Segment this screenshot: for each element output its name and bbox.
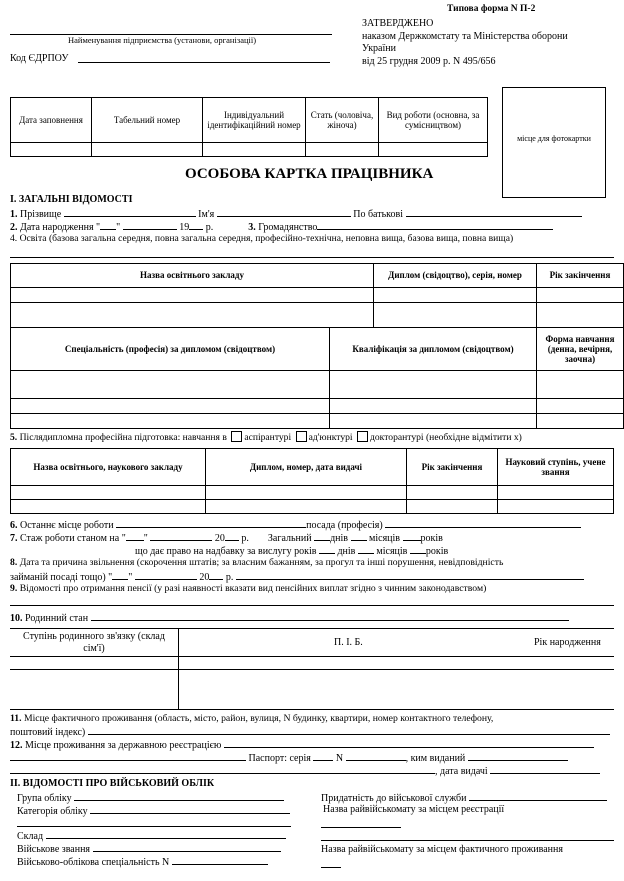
f2-num: 2. (10, 222, 18, 233)
row-pension (10, 583, 486, 594)
last-job-label: Останнє місце роботи (20, 520, 114, 531)
postgrad-header-degree: Науковий ступінь, учене звання (498, 449, 614, 486)
rank-label: Військове звання (17, 844, 91, 855)
category-cont-field[interactable] (17, 826, 291, 827)
work-type-cell[interactable] (379, 142, 488, 156)
dismissal-year-prefix: 20 (199, 572, 210, 583)
edu-cell[interactable] (537, 302, 624, 328)
tab-number-cell[interactable] (92, 142, 203, 156)
seniority-year-field[interactable] (225, 531, 239, 541)
issue-date-field[interactable] (490, 764, 600, 774)
birth-label: Дата народження " (20, 222, 101, 233)
citizenship-label: Громадянство (258, 222, 318, 233)
header-fill-date: Дата заповнення (11, 98, 92, 143)
header-gender: Стать (чоловіча, жіноча) (306, 98, 379, 143)
postgrad-header-year: Рік закінчення (407, 449, 498, 486)
adjunktura-label: ад'юнктурі (308, 432, 353, 443)
header-tab-number: Табельний номер (92, 98, 203, 143)
row-family (10, 611, 569, 624)
birth-year-suffix: р. (205, 222, 214, 233)
edu-cell[interactable] (330, 371, 537, 399)
education-field[interactable] (10, 257, 614, 258)
row-bonus-seniority (135, 544, 448, 557)
pension-field[interactable] (10, 605, 614, 606)
family-status-field[interactable] (91, 611, 569, 621)
edu-cell[interactable] (537, 413, 624, 428)
f5-num: 5. (10, 432, 18, 443)
birth-year-field[interactable] (189, 220, 203, 230)
f8-num: 8. (10, 557, 18, 568)
category-label: Категорія обліку (17, 806, 88, 817)
rvk-reg-cont-field[interactable] (321, 840, 614, 841)
row-actual-address-2 (10, 725, 610, 738)
actual-address-label: Місце фактичного проживання (область, місто, район, вулиця, N будинку, квартири, номер контактного телефону, (24, 713, 494, 724)
total-days-field[interactable] (314, 531, 330, 541)
birth-day-field[interactable] (100, 220, 116, 230)
postgrad-cell[interactable] (11, 499, 206, 513)
aspirantura-label: аспірантурі (244, 432, 292, 443)
f9-num: 9. (10, 583, 18, 594)
edu-header-study-form: Форма навчання (денна, вечірня, заочна) (537, 328, 624, 371)
years-label: років (420, 533, 443, 544)
row-reg-address (10, 738, 594, 751)
reg-address-label: Місце проживання за державною реєстрацією (25, 740, 222, 751)
postgrad-cell[interactable] (407, 485, 498, 499)
postgrad-cell[interactable] (206, 485, 407, 499)
f12-num: 12. (10, 740, 23, 751)
photo-label: місце для фотокартки (517, 134, 591, 143)
family-label: Родинний стан (25, 613, 89, 624)
dismissal-r: р. (225, 572, 234, 583)
bonus-years-label: років (425, 546, 449, 557)
rvk-reg-field[interactable] (321, 827, 401, 828)
f7-num: 7. (10, 533, 18, 544)
row-education (10, 233, 513, 244)
edrpou-label: Код ЄДРПОУ (10, 53, 69, 64)
approved-line-1: наказом Держкомстату та Міністерства оборони (362, 31, 568, 42)
staff-field[interactable] (46, 829, 286, 839)
dismissal-reason-field[interactable] (236, 570, 584, 580)
rvk-actual-field[interactable] (321, 867, 341, 868)
education-label: 4. Освіта (базова загальна середня, повна загальна середня, професійно-технічна, неповна вища, базова вища, повна вища) (10, 233, 514, 244)
surname-label: Прізвище (20, 209, 62, 220)
education-table (10, 263, 624, 429)
seniority-month-field[interactable] (150, 531, 212, 541)
pension-label: Відомості про отримання пенсії (у разі наявності вказати вид пенсійних виплат згідно з чинним законодавством) (19, 583, 487, 594)
dismissal-day-field[interactable] (112, 570, 128, 580)
edu-header-qualification: Кваліфікація за дипломом (свідоцтвом) (330, 328, 537, 371)
f3-num: 3. (248, 222, 256, 233)
edu-header-year: Рік закінчення (537, 264, 624, 288)
org-caption: Найменування підприємства (установи, організації) (68, 35, 257, 45)
row-postgrad (10, 431, 522, 443)
position-field[interactable] (385, 518, 581, 528)
edu-cell[interactable] (11, 287, 374, 302)
fill-date-cell[interactable] (11, 142, 92, 156)
reg-address-field[interactable] (224, 738, 594, 748)
row-military-rank (17, 842, 281, 855)
edu-header-specialty: Спеціальність (професія) за дипломом (свідоцтвом) (11, 328, 330, 371)
row-military-staff (17, 829, 286, 842)
approved-line-2: України (362, 43, 396, 54)
postgrad-cell[interactable] (206, 499, 407, 513)
surname-field[interactable] (64, 207, 196, 217)
edu-header-institution: Назва освітнього закладу (11, 264, 374, 288)
passport-number-field[interactable] (346, 751, 406, 761)
row-military-group (17, 791, 284, 804)
dismissal-month-field[interactable] (135, 570, 197, 580)
section1-title: І. ЗАГАЛЬНІ ВІДОМОСТІ (10, 194, 133, 205)
f6-num: 6. (10, 520, 18, 531)
actual-address-label-2: поштовий індекс) (10, 727, 86, 738)
aspirantura-checkbox[interactable] (231, 431, 242, 442)
bonus-days-field[interactable] (319, 544, 335, 554)
birth-year-prefix: 19 (179, 222, 190, 233)
f10-num: 10. (10, 613, 23, 624)
postgrad-cell[interactable] (11, 485, 206, 499)
row-names (10, 207, 582, 220)
citizenship-field[interactable] (317, 220, 553, 230)
postgrad-header-institution: Назва освітнього, наукового закладу (11, 449, 206, 486)
row-issue-date (10, 764, 600, 777)
row-passport (10, 751, 568, 764)
header-tax-id: Індивідуальний ідентифікаційний номер (203, 98, 306, 143)
patronymic-label: По батькові (353, 209, 404, 220)
bonus-months-label: місяців (376, 546, 408, 557)
dismissal-quote: " (128, 572, 133, 583)
months-label: місяців (369, 533, 401, 544)
seniority-r: р. (241, 533, 249, 544)
edu-cell[interactable] (374, 287, 537, 302)
postgrad-cell[interactable] (498, 485, 614, 499)
family-header-relation: Ступінь родинного зв'язку (склад сім'ї) (23, 631, 165, 654)
family-header-name: П. І. Б. (334, 637, 363, 648)
approved-line-3: від 25 грудня 2009 р. N 495/656 (362, 56, 496, 67)
issued-by-field[interactable] (468, 751, 568, 761)
bonus-months-field[interactable] (358, 544, 374, 554)
bonus-years-field[interactable] (410, 544, 426, 554)
f11-num: 11. (10, 713, 22, 724)
header-work-type: Вид роботи (основна, за сумісництвом) (379, 98, 488, 143)
page-title: ОСОБОВА КАРТКА ПРАЦІВНИКА (185, 166, 434, 182)
row-military-category (17, 804, 290, 817)
doktorantura-label: докторантурі (необхідне відмітити х) (370, 432, 522, 443)
issue-date-label: , дата видачі (435, 766, 488, 777)
postgrad-label: Післядипломна професійна підготовка: навчання в (19, 432, 227, 443)
group-field[interactable] (74, 791, 284, 801)
issued-by-cont-field[interactable] (10, 764, 435, 774)
edrpou-field[interactable] (78, 62, 330, 63)
row-rvk-actual (321, 844, 563, 855)
position-label: посада (професія) (306, 520, 383, 531)
edu-cell[interactable] (11, 302, 374, 328)
edu-cell[interactable] (11, 371, 330, 399)
passport-n-label: N (335, 753, 344, 764)
section2-title: ІІ. ВІДОМОСТІ ПРО ВІЙСЬКОВИЙ ОБЛІК (10, 778, 215, 789)
actual-address-field[interactable] (88, 725, 610, 735)
form-type: Типова форма N П-2 (447, 4, 536, 14)
rvk-reg-label: Назва райвійськомату за місцем реєстрації (323, 804, 505, 815)
rank-field[interactable] (93, 842, 281, 852)
bonus-days-label: днів (337, 546, 356, 557)
row-birth (10, 220, 553, 233)
seniority-quote: " (143, 533, 148, 544)
reg-address-cont-field[interactable] (10, 751, 246, 761)
total-label: Загальний (267, 533, 312, 544)
row-seniority (10, 531, 443, 544)
seniority-year-prefix: 20 (214, 533, 225, 544)
edu-header-diploma: Диплом (свідоцтво), серія, номер (374, 264, 537, 288)
tax-id-cell[interactable] (203, 142, 306, 156)
birth-month-field[interactable] (123, 220, 177, 230)
photo-placeholder[interactable] (502, 87, 606, 198)
fitness-label: Придатність до військової служби (321, 793, 467, 804)
edu-cell[interactable] (537, 398, 624, 413)
rvk-actual-label: Назва райвійськомату за місцем фактичного проживання (321, 844, 563, 855)
fitness-field[interactable] (469, 791, 607, 801)
row-actual-address (10, 713, 493, 724)
dismissal-label-2: займаній посаді тощо) " (10, 572, 113, 583)
name-label: Ім'я (198, 209, 215, 220)
dismissal-label: Дата та причина звільнення (скорочення штатів; за власним бажанням, за прогул та інші порушення, невідповідність (19, 557, 504, 568)
row-dismissal (10, 557, 503, 568)
doktorantura-checkbox[interactable] (357, 431, 368, 442)
family-header-birth-year: Рік народження (534, 637, 601, 648)
bonus-label: що дає право на надбавку за вислугу років (135, 546, 317, 557)
total-years-field[interactable] (403, 531, 421, 541)
issued-by-label: , ким виданий (405, 753, 466, 764)
top-info-table (10, 97, 488, 157)
group-label: Група обліку (17, 793, 72, 804)
row-dismissal-2 (10, 570, 584, 583)
adjunktura-checkbox[interactable] (296, 431, 307, 442)
edu-cell[interactable] (374, 302, 537, 328)
vos-label: Військово-облікова спеціальність N (17, 857, 170, 868)
row-military-vos (17, 855, 268, 868)
dismissal-year-field[interactable] (209, 570, 223, 580)
postgrad-cell[interactable] (407, 499, 498, 513)
seniority-label: Стаж роботи станом на " (20, 533, 126, 544)
approved-title: ЗАТВЕРДЖЕНО (362, 18, 434, 29)
row-rvk-reg (323, 804, 504, 815)
seniority-day-field[interactable] (126, 531, 144, 541)
patronymic-field[interactable] (406, 207, 582, 217)
passport-label: Паспорт: серія (248, 753, 311, 764)
edu-cell[interactable] (330, 413, 537, 428)
category-field[interactable] (90, 804, 290, 814)
edu-cell[interactable] (330, 398, 537, 413)
total-months-field[interactable] (351, 531, 367, 541)
vos-field[interactable] (172, 855, 268, 865)
postgrad-table (10, 448, 614, 514)
passport-series-field[interactable] (313, 751, 333, 761)
birth-quote: " (116, 222, 121, 233)
row-fitness (321, 791, 607, 804)
row-last-job (10, 518, 581, 531)
gender-cell[interactable] (306, 142, 379, 156)
staff-label: Склад (17, 831, 44, 842)
edu-cell[interactable] (537, 287, 624, 302)
name-field[interactable] (217, 207, 351, 217)
postgrad-header-diploma: Диплом, номер, дата видачі (206, 449, 407, 486)
edu-cell[interactable] (537, 371, 624, 399)
postgrad-cell[interactable] (498, 499, 614, 513)
last-job-field[interactable] (116, 518, 306, 528)
edu-cell[interactable] (11, 398, 330, 413)
edu-cell[interactable] (11, 413, 330, 428)
days-label: днів (330, 533, 349, 544)
f1-num: 1. (10, 209, 18, 220)
